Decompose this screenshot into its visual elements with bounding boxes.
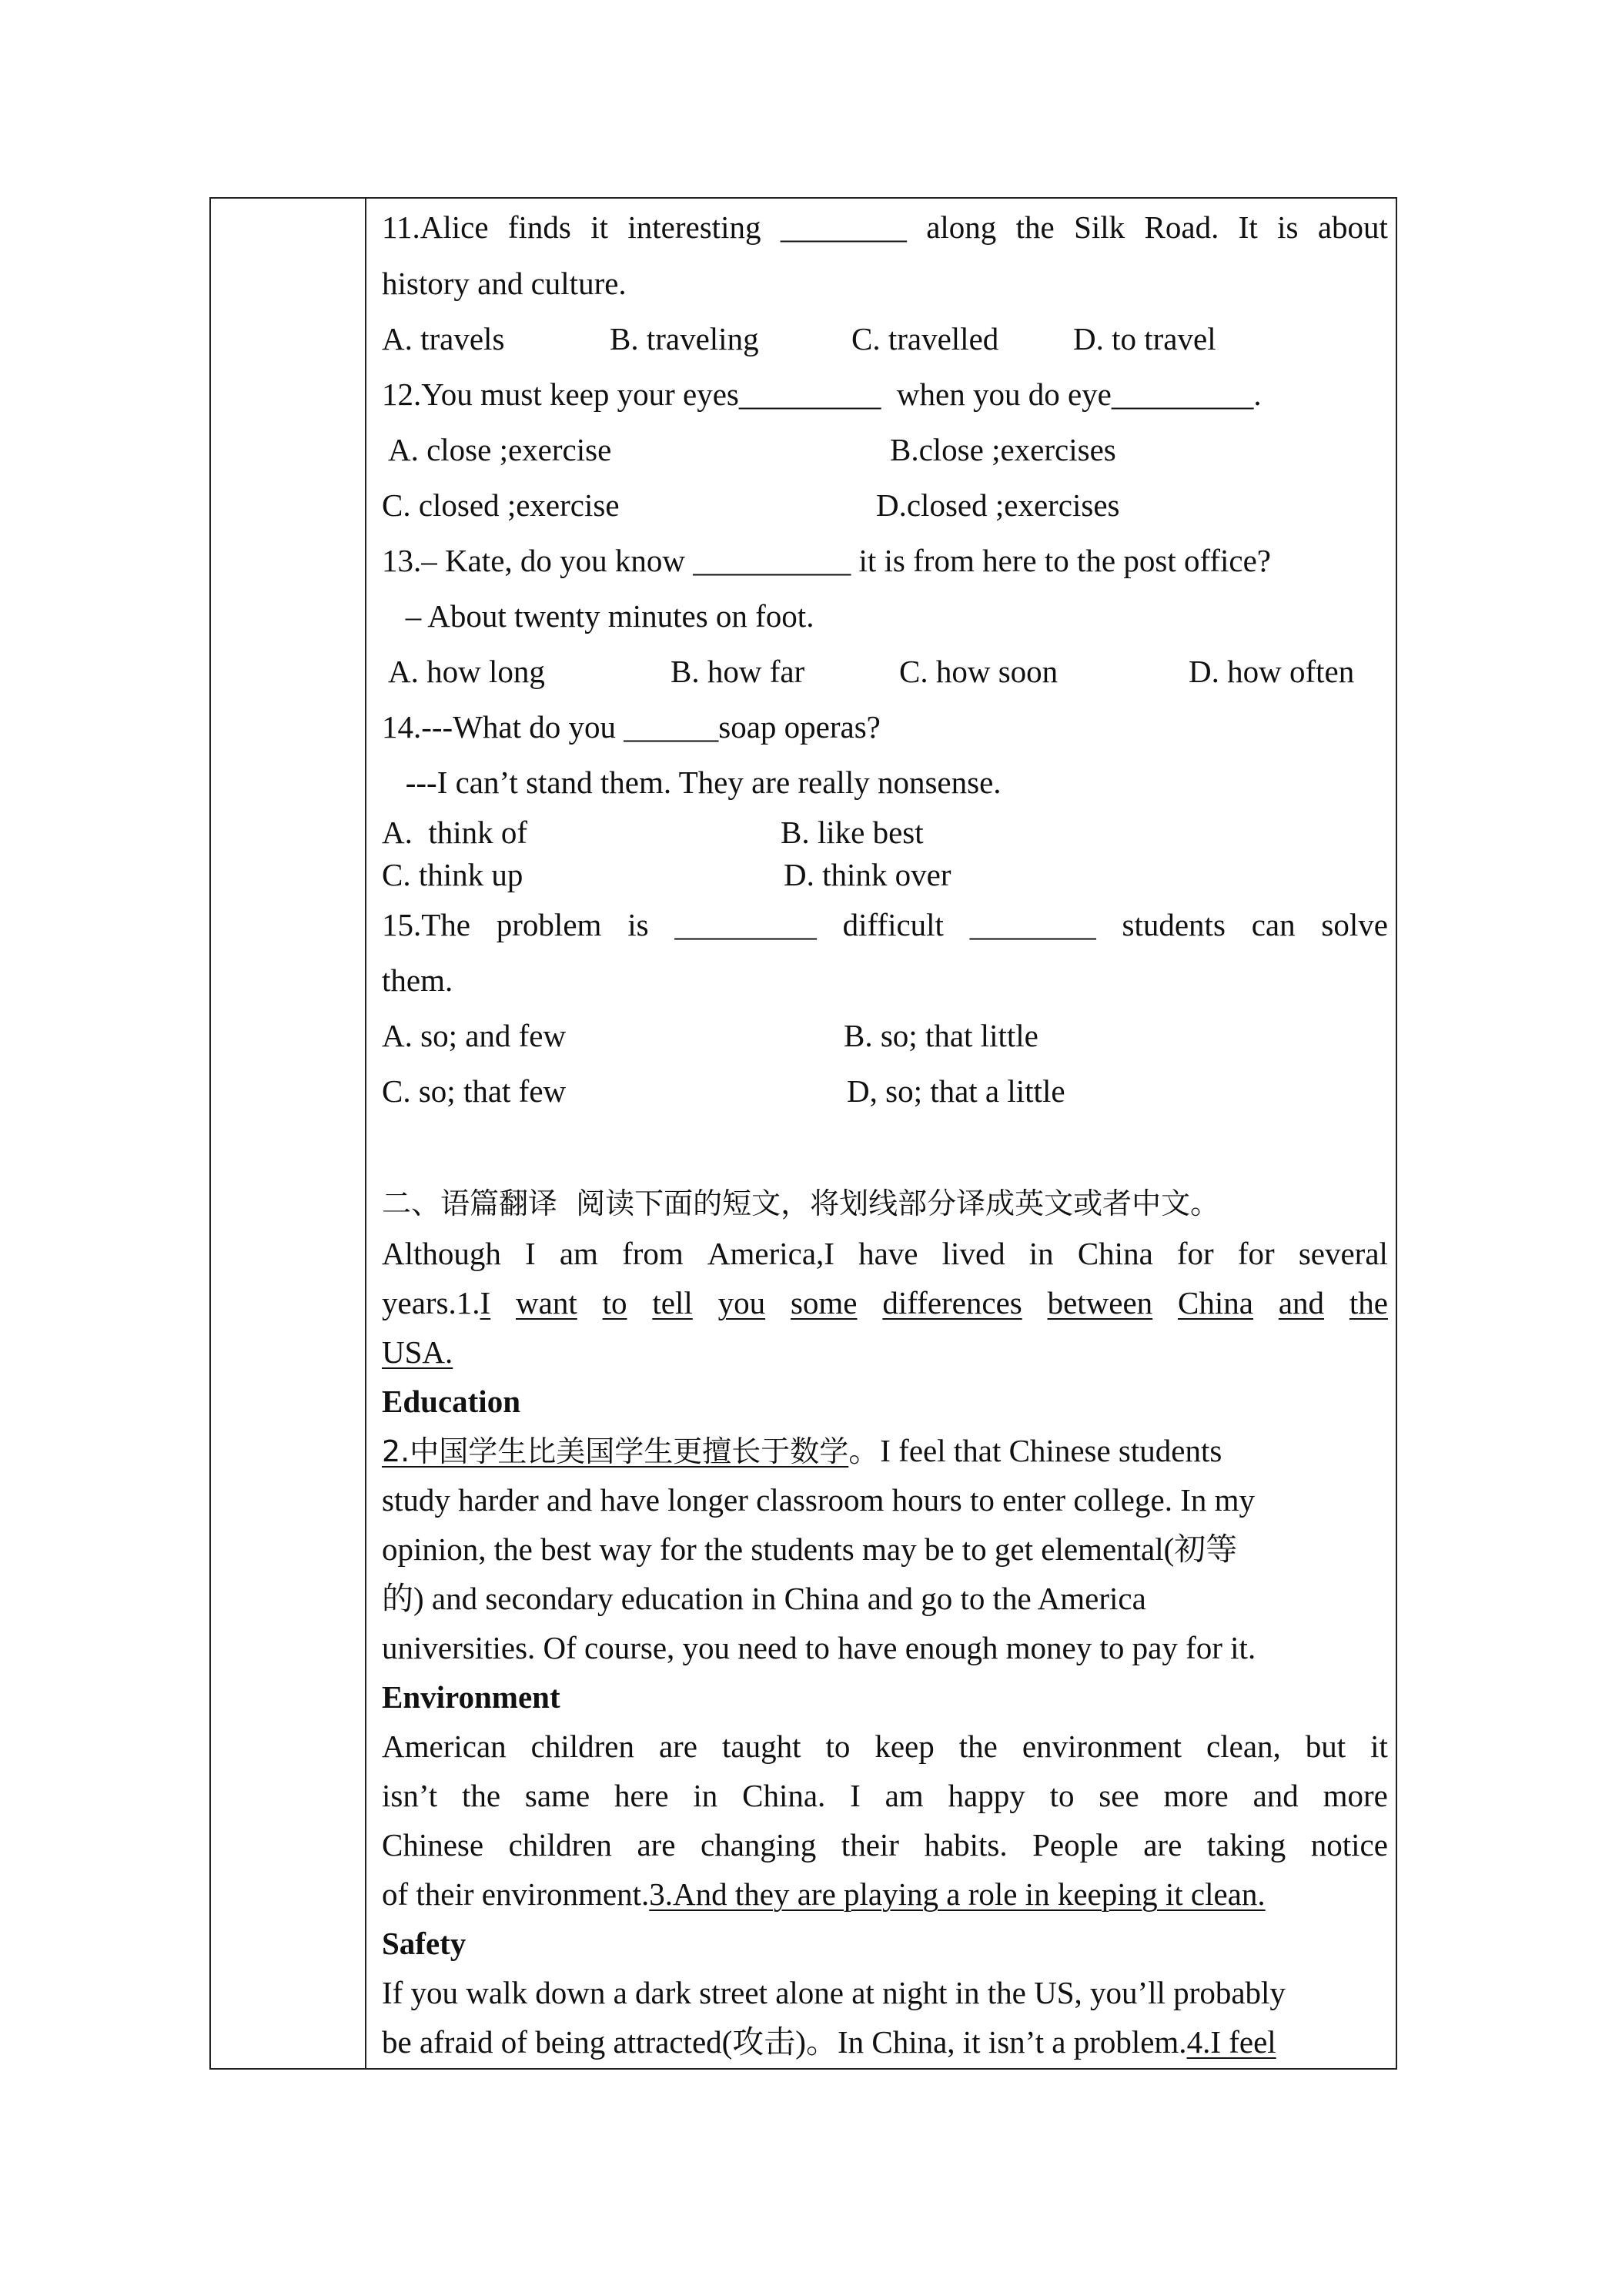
translation-1-word: some <box>790 1285 858 1320</box>
environment-word: isn’t <box>382 1778 438 1813</box>
environment-word: am <box>885 1778 924 1813</box>
passage-word: China <box>1077 1236 1153 1271</box>
education-line-5: universities. Of course, you need to have enough money to pay for it. <box>382 1630 1256 1665</box>
environment-word: habits. <box>924 1827 1008 1863</box>
translation-item-4: 4.I feel <box>1186 2024 1276 2060</box>
translation-1-word: between <box>1047 1285 1153 1320</box>
q11-word: Silk <box>1074 209 1125 245</box>
environment-word: happy <box>948 1778 1025 1813</box>
q15-word: can <box>1251 907 1296 942</box>
environment-word: see <box>1099 1778 1139 1813</box>
environment-word: to <box>1049 1778 1075 1813</box>
environment-word: taught <box>722 1729 801 1764</box>
passage-line-2 <box>382 1287 1388 1319</box>
environment-word: and <box>1252 1778 1299 1813</box>
passage-word: America,I <box>707 1236 834 1271</box>
environment-word: to <box>825 1729 851 1764</box>
environment-word: their <box>841 1827 899 1863</box>
q12-option-c: C. closed ;exercise <box>382 487 620 523</box>
q15-word: ________ <box>969 907 1096 942</box>
q12-option-d: D.closed ;exercises <box>876 487 1120 523</box>
passage-word: several <box>1298 1236 1388 1271</box>
q15-word: 15.The <box>382 907 470 942</box>
q11-option-b: B. traveling <box>610 321 759 356</box>
environment-word: more <box>1163 1778 1229 1813</box>
environment-word: Chinese <box>382 1827 484 1863</box>
environment-word: children <box>508 1827 612 1863</box>
q15-word: problem <box>496 907 602 942</box>
passage-word: for <box>1237 1236 1275 1271</box>
environment-word: American <box>382 1729 507 1764</box>
q15-option-d: D, so; that a little <box>847 1073 1065 1109</box>
q11-option-d: D. to travel <box>1073 321 1216 356</box>
q11-word: interesting <box>627 209 761 245</box>
q13-option-a: A. how long <box>382 654 545 689</box>
q11-option-c: C. travelled <box>851 321 999 356</box>
q11-word: It <box>1238 209 1258 245</box>
environment-word: are <box>658 1729 698 1764</box>
q15-word: difficult <box>842 907 944 942</box>
environment-word: environment <box>1022 1729 1182 1764</box>
environment-word: keep <box>875 1729 935 1764</box>
environment-word: the <box>461 1778 501 1813</box>
environment-word: clean, <box>1206 1729 1281 1764</box>
q15-option-b: B. so; that little <box>844 1018 1038 1053</box>
environment-word: are <box>1143 1827 1182 1863</box>
q15-option-c: C. so; that few <box>382 1073 567 1109</box>
q11-word: about <box>1317 209 1388 245</box>
translation-1-word: to <box>602 1285 627 1320</box>
q13-option-c: C. how soon <box>899 654 1058 689</box>
environment-line-3 <box>382 1829 1388 1861</box>
environment-word: are <box>637 1827 676 1863</box>
q11-word: it <box>590 209 609 245</box>
environment-word: but <box>1305 1729 1346 1764</box>
q11-word: Road. <box>1144 209 1219 245</box>
q11-stem-line1 <box>382 209 1388 245</box>
safety-line-2-prefix: be afraid of being attracted(攻击)。In China, it isn’t a problem. <box>382 2024 1187 2060</box>
q11-word: finds <box>507 209 571 245</box>
environment-word: here <box>614 1778 669 1813</box>
q14-option-a: A. think of <box>382 815 528 850</box>
education-line-1-rest: 。I feel that Chinese students <box>848 1433 1222 1468</box>
translation-1-word: differences <box>882 1285 1022 1320</box>
safety-line-1: If you walk down a dark street alone at night in the US, you’ll probably <box>382 1975 1286 2010</box>
environment-word: China. <box>742 1778 826 1813</box>
environment-word: same <box>524 1778 590 1813</box>
passage-word: I <box>525 1236 536 1271</box>
section2-heading: 二、语篇翻译 阅读下面的短文，将划线部分译成英文或者中文。 <box>382 1186 1220 1220</box>
environment-word: the <box>958 1729 998 1764</box>
translation-1-word: the <box>1349 1285 1388 1320</box>
safety-line-2 <box>382 2024 1276 2060</box>
heading-environment: Environment <box>382 1679 560 1715</box>
q14-answer: ---I can’t stand them. They are really nonsense. <box>382 765 1002 800</box>
education-line-3: opinion, the best way for the students may be to get elemental(初等 <box>382 1531 1238 1567</box>
q15-stem-line2: them. <box>382 962 453 998</box>
q14-option-b: B. like best <box>781 815 924 850</box>
passage-word: have <box>858 1236 918 1271</box>
environment-line-4-prefix: of their environment. <box>382 1876 650 1912</box>
content-cell <box>382 199 1388 2068</box>
q11-option-a: A. travels <box>382 321 505 356</box>
q13-option-b: B. how far <box>671 654 805 689</box>
q11-word: ________ <box>780 209 907 245</box>
column-divider <box>365 199 366 2068</box>
environment-word: I <box>850 1778 861 1813</box>
passage-word: am <box>559 1236 598 1271</box>
q12-option-b: B.close ;exercises <box>890 432 1116 467</box>
q13-stem: 13.– Kate, do you know __________ it is from here to the post office? <box>382 543 1272 578</box>
environment-word: People <box>1032 1827 1119 1863</box>
q12-option-a: A. close ;exercise <box>382 432 612 467</box>
education-line-4: 的) and secondary education in China and go to the America <box>382 1581 1146 1616</box>
environment-word: taking <box>1206 1827 1286 1863</box>
q15-stem-line1 <box>382 909 1388 941</box>
q15-word: students <box>1122 907 1226 942</box>
environment-word: changing <box>701 1827 817 1863</box>
translation-1-word: want <box>516 1285 577 1320</box>
q15-word: is <box>627 907 649 942</box>
passage-line-1 <box>382 1238 1388 1270</box>
translation-item-3: 3.And they are playing a role in keeping it clean. <box>649 1876 1266 1912</box>
worksheet-table <box>209 197 1397 2070</box>
translation-item-2: 2.中国学生比美国学生更擅长于数学 <box>382 1434 849 1468</box>
education-line-1 <box>382 1435 1222 1467</box>
passage-word: lived <box>941 1236 1005 1271</box>
passage-word: Although <box>382 1236 501 1271</box>
passage-line-2-prefix: years.1. <box>382 1285 480 1320</box>
environment-word: it <box>1370 1729 1388 1764</box>
q11-word: 11.Alice <box>382 209 489 245</box>
passage-word: from <box>622 1236 684 1271</box>
q11-word: is <box>1277 209 1299 245</box>
education-line-2: study harder and have longer classroom hours to enter college. In my <box>382 1482 1255 1518</box>
q14-option-d: D. think over <box>784 857 951 892</box>
environment-line-1 <box>382 1731 1388 1762</box>
q13-answer: – About twenty minutes on foot. <box>382 598 814 634</box>
q15-word: solve <box>1321 907 1388 942</box>
translation-1-word: you <box>717 1285 766 1320</box>
environment-line-4 <box>382 1876 1266 1912</box>
q11-word: the <box>1015 209 1055 245</box>
environment-word: in <box>693 1778 718 1813</box>
translation-1-word: China <box>1178 1285 1253 1320</box>
q14-stem: 14.---What do you ______soap operas? <box>382 709 881 745</box>
environment-word: notice <box>1310 1827 1388 1863</box>
translation-item-1 <box>480 1287 1388 1319</box>
translation-1-word: I <box>480 1285 491 1320</box>
passage-word: for <box>1176 1236 1214 1271</box>
q13-option-d: D. how often <box>1189 654 1355 689</box>
q11-word: along <box>926 209 997 245</box>
environment-word: children <box>530 1729 634 1764</box>
translation-1-word: tell <box>652 1285 693 1320</box>
translation-item-1-end: USA. <box>382 1334 453 1370</box>
environment-word: more <box>1323 1778 1388 1813</box>
q11-stem-line2: history and culture. <box>382 266 627 301</box>
q12-stem: 12.You must keep your eyes_________ when you do eye_________. <box>382 377 1262 412</box>
q14-option-c: C. think up <box>382 857 523 892</box>
q15-option-a: A. so; and few <box>382 1018 567 1053</box>
q15-word: _________ <box>674 907 817 942</box>
translation-1-word: and <box>1278 1285 1325 1320</box>
passage-word: in <box>1028 1236 1054 1271</box>
environment-line-2 <box>382 1780 1388 1812</box>
heading-safety: Safety <box>382 1926 467 1961</box>
heading-education: Education <box>382 1384 520 1419</box>
